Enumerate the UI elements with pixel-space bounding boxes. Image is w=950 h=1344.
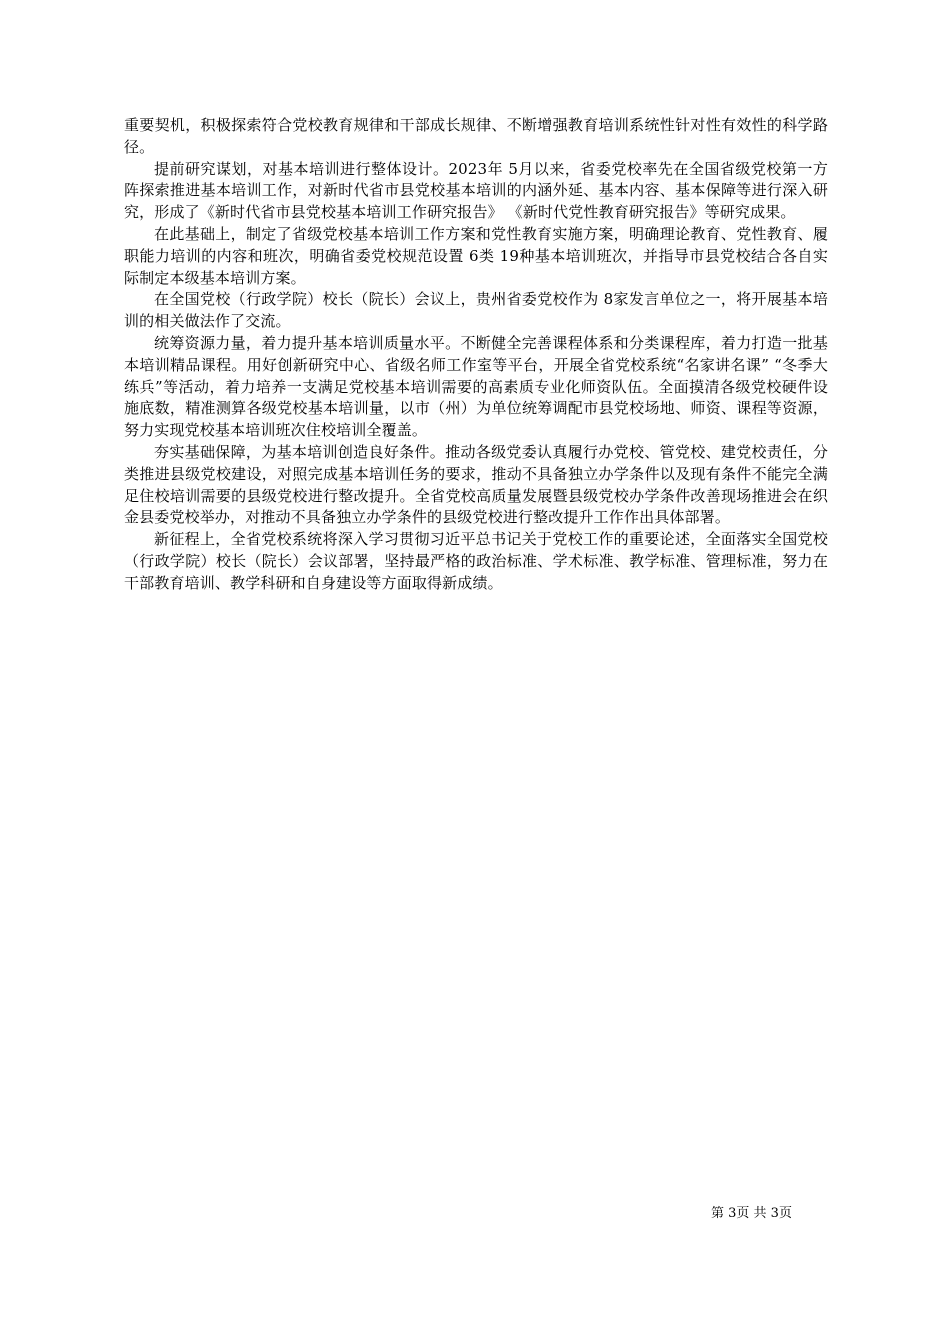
paragraph-new-journey: 新征程上，全省党校系统将深入学习贯彻习近平总书记关于党校工作的重要论述，全面落实全国党校（行政学院）校长（院长）会议部署，坚持最严格的政治标准、学术标准、教学标准、管理标准，努力在干部教育培训、教学科研和自身建设等方面取得新成绩。	[124, 530, 828, 592]
paragraph-conference: 在全国党校（行政学院）校长（院长）会议上，贵州省委党校作为 8家发言单位之一，将开展基本培训的相关做法作了交流。	[124, 290, 828, 331]
paragraph-planning: 提前研究谋划，对基本培训进行整体设计。2023年 5月以来，省委党校率先在全国省级党校第一方阵探索推进基本培训工作，对新时代省市县党校基本培训的内涵外延、基本内容、基本保障等进行深入研究，形成了《新时代省市县党校基本培训工作研究报告》 《新时代党性教育研究报告》等研究成果。	[124, 159, 828, 222]
page-number-footer: 第 3页 共 3页	[711, 1206, 792, 1221]
paragraph-resources: 统筹资源力量，着力提升基本培训质量水平。不断健全完善课程体系和分类课程库，着力打造一批基本培训精品课程。用好创新研究中心、省级名师工作室等平台，开展全省党校系统“名家讲名课” “冬季大练兵”等活动，着力培养一支满足党校基本培训需要的高素质专业化师资队伍。全面摸清各级党校硬件设施底数，精准测算各级党校基本培训量，以市（州）为单位统筹调配市县党校场地、师资、课程等资源，努力实现党校基本培训班次住校培训全覆盖。	[124, 333, 828, 440]
paragraph-continued: 重要契机，积极探索符合党校教育规律和干部成长规律、不断增强教育培训系统性针对性有效性的科学路径。	[124, 116, 828, 156]
paragraph-guarantee: 夯实基础保障，为基本培训创造良好条件。推动各级党委认真履行办党校、管党校、建党校责任，分类推进县级党校建设，对照完成基本培训任务的要求，推动不具备独立办学条件以及现有条件不能完全满足住校培训需要的县级党校进行整改提升。全省党校高质量发展暨县级党校办学条件改善现场推进会在织金县委党校举办，对推动不具备独立办学条件的县级党校进行整改提升工作作出具体部署。	[124, 442, 828, 527]
document-body	[124, 115, 828, 595]
paragraph-foundation: 在此基础上，制定了省级党校基本培训工作方案和党性教育实施方案，明确理论教育、党性教育、履职能力培训的内容和班次，明确省委党校规范设置 6类 19种基本培训班次，并指导市县党校结合各自实际制定本级基本培训方案。	[124, 224, 828, 287]
